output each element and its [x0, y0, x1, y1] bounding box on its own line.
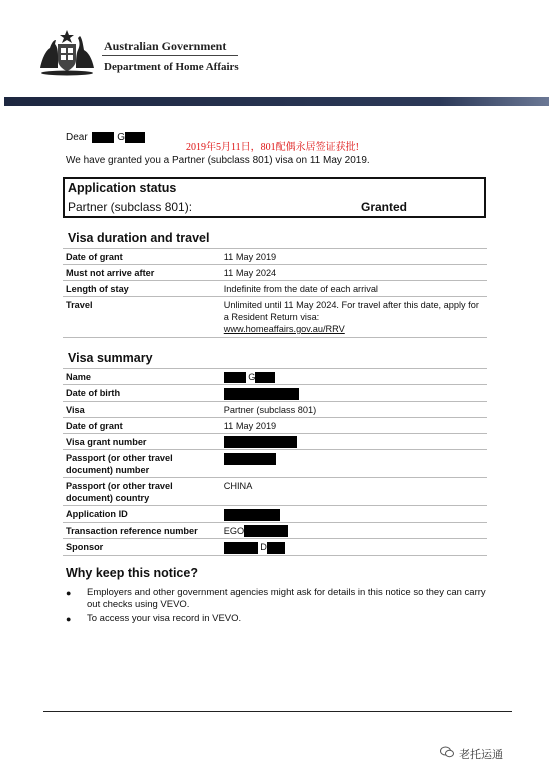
row-label: Transaction reference number [63, 522, 221, 539]
row-label: Date of grant [63, 249, 221, 265]
footer-divider [43, 711, 512, 712]
coat-of-arms-icon [36, 28, 98, 76]
table-row [63, 249, 487, 265]
table-row [63, 297, 487, 338]
row-label: Visa grant number [63, 433, 221, 450]
bullet-text: Employers and other government agencies might ask for details in this notice so they can carry out checks using VEVO. [87, 587, 486, 610]
status-visa: Partner (subclass 801): [68, 200, 193, 214]
summary-title: Visa summary [68, 351, 153, 365]
table-row [63, 401, 487, 417]
row-label: Application ID [63, 506, 221, 523]
redacted-given-name [92, 132, 114, 143]
status-title: Application status [68, 181, 177, 195]
reference-prefix: EGO [223, 525, 245, 536]
table-row [63, 539, 487, 556]
table-row [63, 417, 487, 433]
redacted-value [224, 509, 280, 521]
row-value [221, 369, 487, 385]
row-value [221, 297, 487, 338]
row-label: Name [63, 369, 221, 385]
handwritten-annotation: 2019年5月11日，801配偶永居签证获批! [186, 142, 359, 153]
sponsor-initial: D [260, 542, 267, 553]
table-row [63, 369, 487, 385]
status-value: Granted [361, 200, 408, 214]
redacted-value [224, 453, 276, 465]
department-name: Department of Home Affairs [104, 61, 239, 73]
wechat-icon [440, 746, 454, 758]
table-row [63, 385, 487, 402]
rrv-link[interactable]: www.homeaffairs.gov.au/RRV [223, 324, 345, 334]
list-item [66, 587, 487, 611]
duration-table [63, 248, 487, 338]
row-value [221, 506, 487, 523]
header-bar [4, 97, 549, 106]
table-row [63, 506, 487, 523]
row-label: Passport (or other travel document) number [63, 450, 221, 478]
row-value: Partner (subclass 801) [221, 401, 487, 417]
redacted-value [224, 542, 258, 554]
table-row [63, 281, 487, 297]
granted-statement: We have granted you a Partner (subclass 801) visa on 11 May 2019. [66, 155, 370, 166]
summary-table [63, 368, 487, 556]
redacted-value [224, 436, 297, 448]
table-row [63, 265, 487, 281]
row-value [221, 522, 487, 539]
row-value [221, 539, 487, 556]
duration-title: Visa duration and travel [68, 231, 210, 245]
bullet-icon: ● [66, 614, 72, 624]
row-label: Date of birth [63, 385, 221, 402]
government-name: Australian Government [104, 39, 227, 53]
row-label: Passport (or other travel document) country [63, 478, 221, 506]
redacted-value [224, 388, 299, 400]
salutation-line [66, 132, 145, 143]
table-row [63, 433, 487, 450]
salutation: Dear [66, 132, 88, 144]
table-row [63, 478, 487, 506]
bullet-text: To access your visa record in VEVO. [87, 613, 242, 624]
redacted-surname [125, 132, 145, 143]
row-value: 11 May 2019 [221, 249, 487, 265]
why-title: Why keep this notice? [66, 566, 198, 580]
header-divider [102, 55, 238, 56]
row-value: Indefinite from the date of each arrival [221, 281, 487, 297]
row-label: Length of stay [63, 281, 221, 297]
redacted-value [267, 542, 285, 554]
row-value: 11 May 2024 [221, 265, 487, 281]
row-label: Sponsor [63, 539, 221, 556]
table-row [63, 522, 487, 539]
row-label: Must not arrive after [63, 265, 221, 281]
row-value: CHINA [221, 478, 487, 506]
redacted-value [244, 525, 288, 537]
redacted-value [255, 372, 275, 383]
row-value [221, 385, 487, 402]
surname-initial: G [117, 132, 126, 144]
list-item [66, 613, 487, 625]
table-row [63, 450, 487, 478]
row-label: Date of grant [63, 417, 221, 433]
row-label: Travel [63, 297, 221, 338]
row-label: Visa [63, 401, 221, 417]
row-value: 11 May 2019 [221, 417, 487, 433]
travel-text: Unlimited until 11 May 2024. For travel after this date, apply for a Resident Return visa: [223, 300, 479, 322]
row-value [221, 450, 487, 478]
watermark: 老托运通 [459, 749, 503, 761]
redacted-value [224, 372, 246, 383]
row-value [221, 433, 487, 450]
name-initial: G [248, 372, 256, 382]
bullet-icon: ● [66, 588, 72, 598]
